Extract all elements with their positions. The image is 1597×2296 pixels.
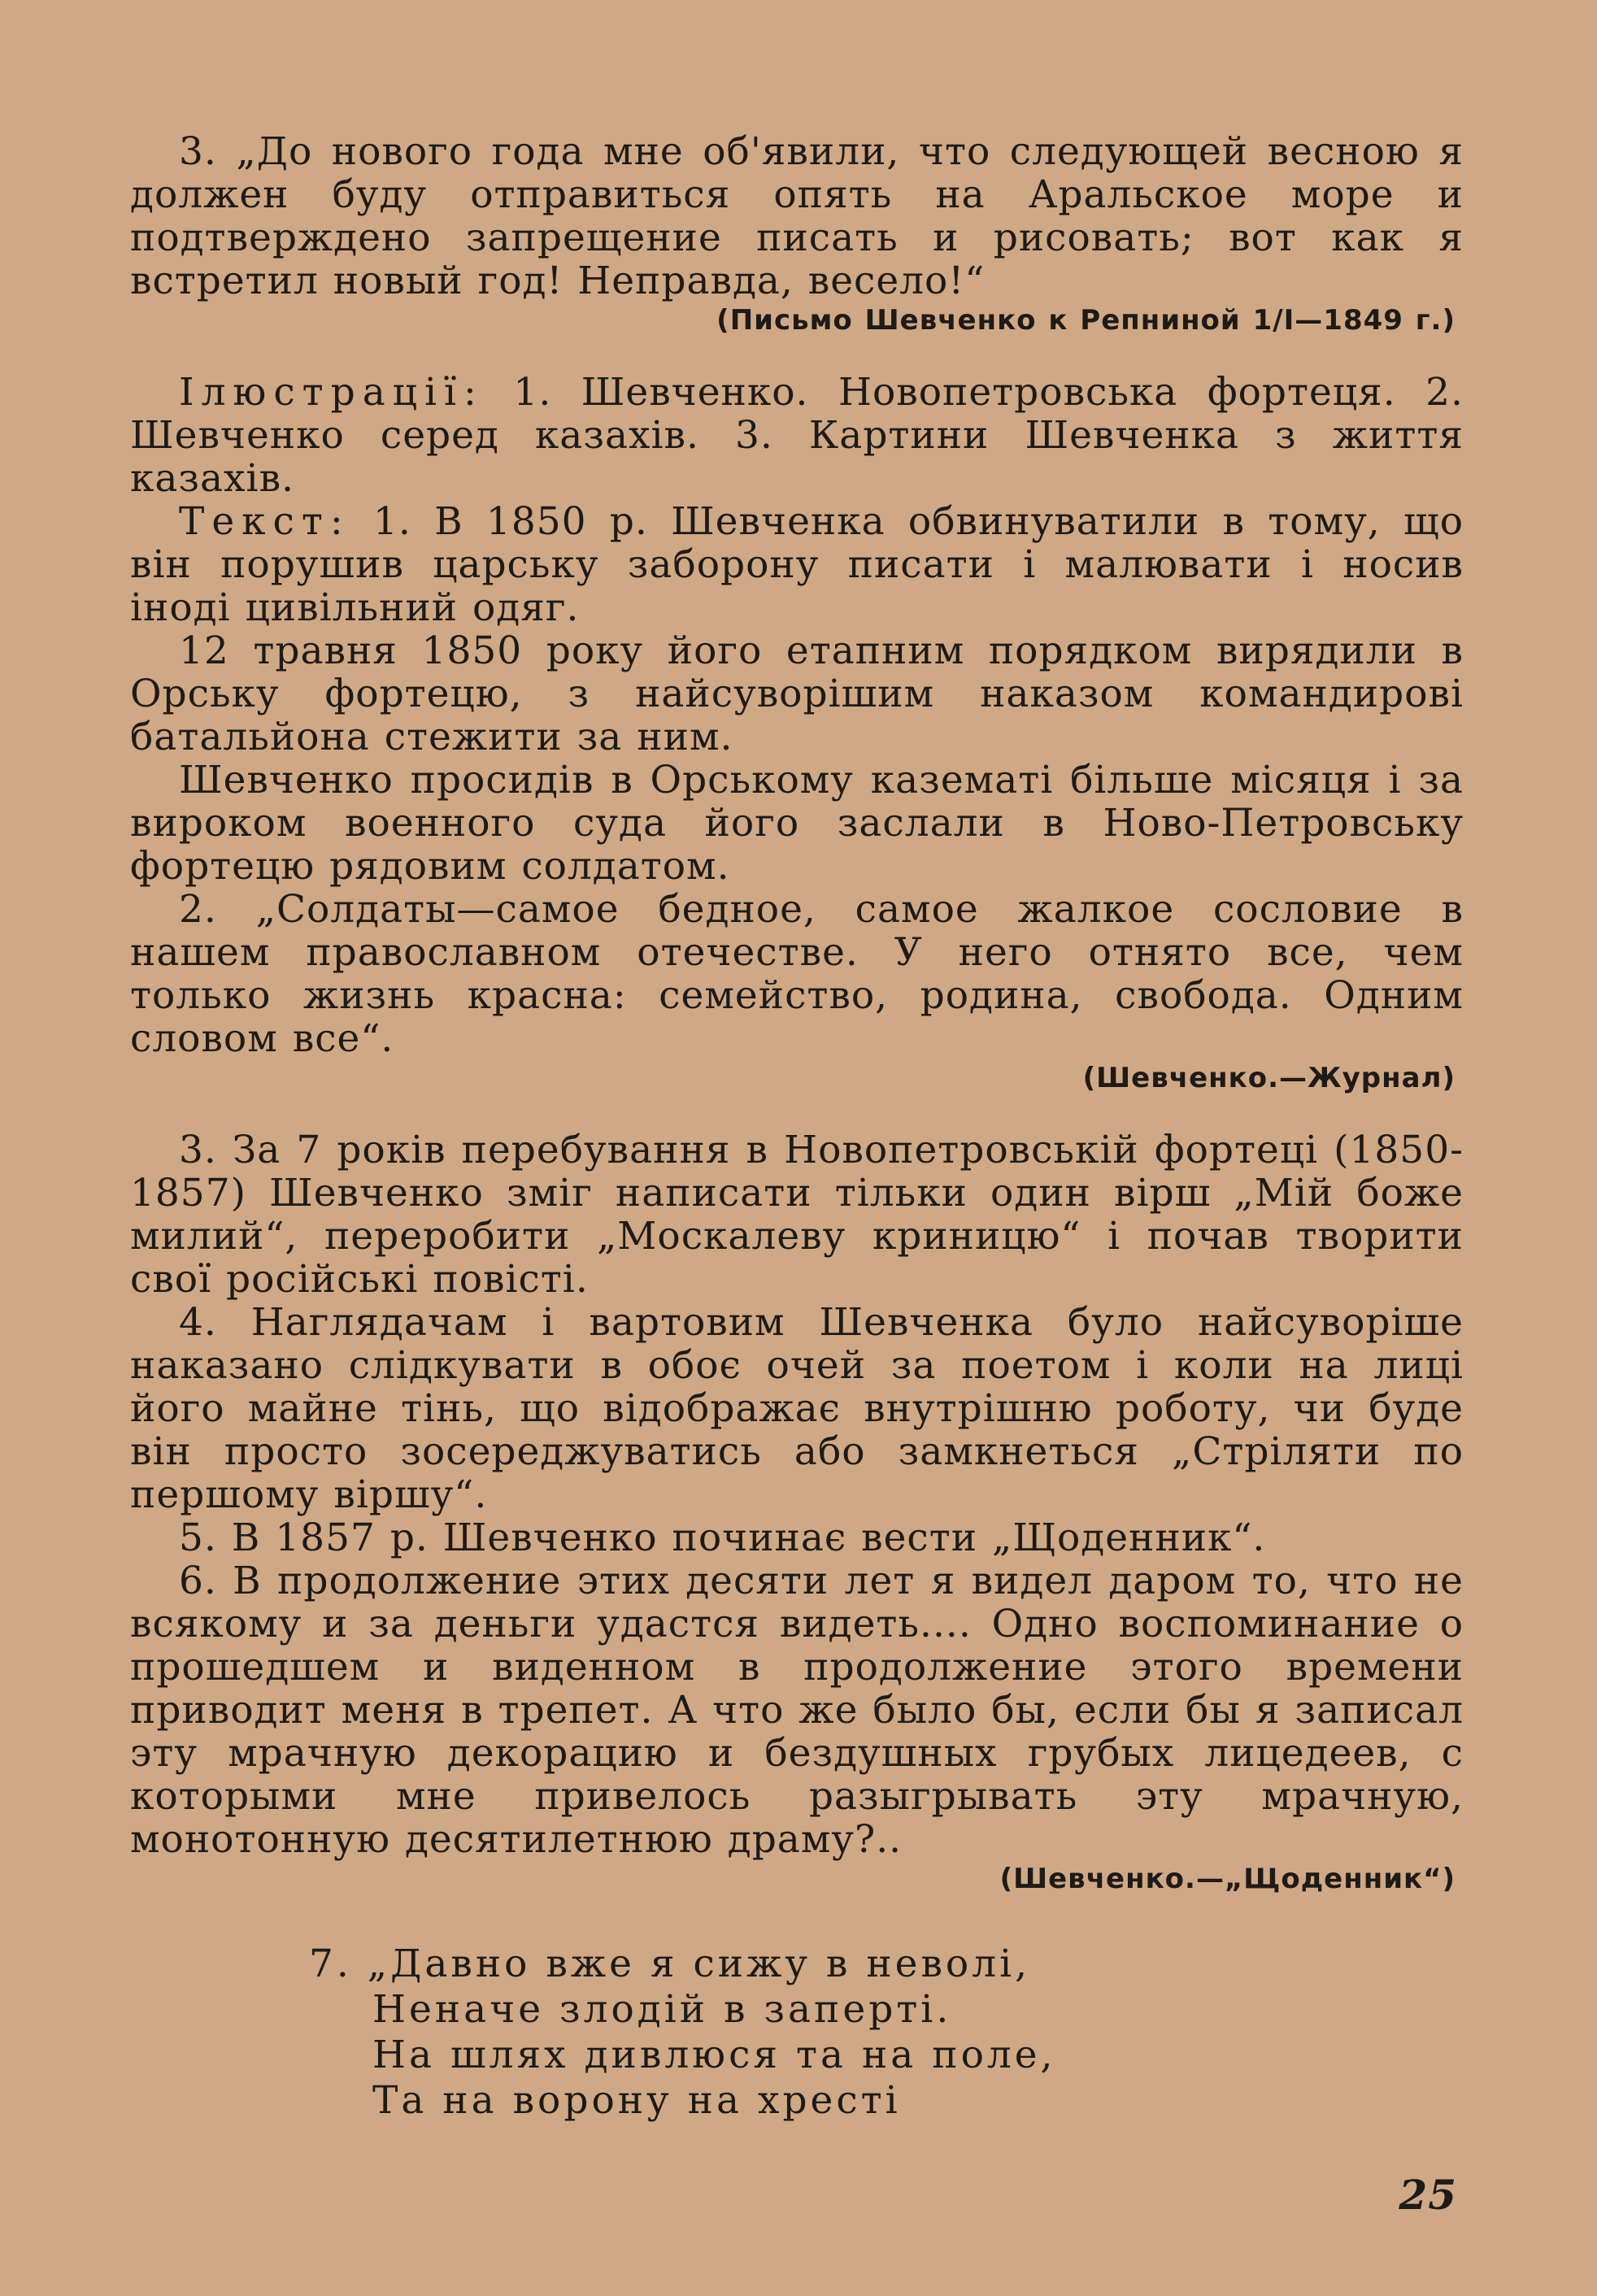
page-content: [130, 130, 1464, 2211]
poem-line-4-text: Та на ворону на хресті: [372, 2078, 901, 2123]
text-paragraph-8-source: (Шевченко.—„Щоденник“): [999, 1863, 1456, 1895]
poem-number: 7.: [309, 1942, 352, 1986]
illustrations-paragraph: [130, 371, 1464, 500]
poem-line-1-text: „Давно вже я сижу в неволі,: [367, 1942, 1031, 1986]
quote-3-paragraph: 3. „До нового года мне об'явили, что следующей весною я должен буду отправиться опять на Аральское море и подтверждено запрещение писать и рисовать; вот как я встретил новый год! Неправда, весело!“: [130, 129, 1464, 303]
section-gap: [130, 1096, 1464, 1128]
poem-line-3: [309, 2033, 1464, 2078]
text-paragraph-3: Шевченко просидів в Орському казематі більше місяця і за вироком военного суда його заслали в Ново-Петровську фортецю рядовим солдатом.: [130, 758, 1464, 889]
text-paragraph-6: 4. Наглядачам і вартовим Шевченка було найсуворіше наказано слідкувати в обоє очей за поетом і коли на лиці його майне тінь, що відображає внутрішню роботу, чи буде він просто зосереджуватись або замкнеться „Стріляти по першому віршу“.: [130, 1300, 1464, 1517]
section-gap: [130, 338, 1464, 371]
poem-block: [130, 1942, 1464, 2124]
text-paragraph-8: 6. В продолжение этих десяти лет я видел даром то, что не всякому и за деньги удастся видеть.... Одно воспоминание о прошедшем и виденном в продолжение этого времени приводит меня в трепет. А что же было бы, если бы я записал эту мрачную декорацию и бездушных грубых лицедеев, с которыми мне привелось разыгрывать эту мрачную, монотонную десятилетнюю драму?..: [130, 1559, 1464, 1862]
text-paragraph-4: 2. „Солдаты—самое бедное, самое жалкое сословие в нашем православном отечестве. У него отнято все, чем только жизнь красна: семейство, родина, свобода. Одним словом все“.: [130, 887, 1464, 1061]
text-label: Текст:: [179, 499, 350, 544]
poem-line-1: [309, 1942, 1464, 1987]
text-paragraph-5: 3. За 7 років перебування в Новопетровській фортеці (1850-1857) Шевченко зміг написати тільки один вірш „Мій боже милий“, переробити „Москалеву криницю“ і почав творити свої російські повісті.: [130, 1128, 1464, 1302]
text-paragraph-2: 12 травня 1850 року його етапним порядком вирядили в Орську фортецю, з найсуворішим наказом командирові батальйона стежити за ним.: [130, 628, 1464, 759]
text-paragraph-4-source: (Шевченко.—Журнал): [1082, 1062, 1456, 1094]
text-paragraph-7: 5. В 1857 р. Шевченко починає вести „Щоденник“.: [179, 1515, 1266, 1560]
poem-line-2-text: Неначе злодій в заперті.: [372, 1987, 952, 2032]
illustrations-label: Ілюстрації:: [179, 370, 484, 415]
text-paragraph-1-body: 1. В 1850 р. Шевченка обвинуватили в тому, що він порушив царську заборону писати і малювати і носив іноді цивільний одяг.: [130, 499, 1464, 630]
quote-3-source: (Письмо Шевченко к Репниной 1/I—1849 г.): [716, 304, 1456, 337]
poem-line-4: [309, 2078, 1464, 2124]
poem-line-2: [309, 1987, 1464, 2033]
illustrations-text: 1. Шевченко. Новопетровська фортеця. 2. Шевченко серед казахів. 3. Картини Шевченка з життя казахів.: [130, 370, 1464, 501]
poem-line-3-text: На шлях дивлюся та на поле,: [372, 2033, 1056, 2077]
page-number: 25: [1399, 2171, 1457, 2219]
text-paragraph-1: [130, 500, 1464, 629]
